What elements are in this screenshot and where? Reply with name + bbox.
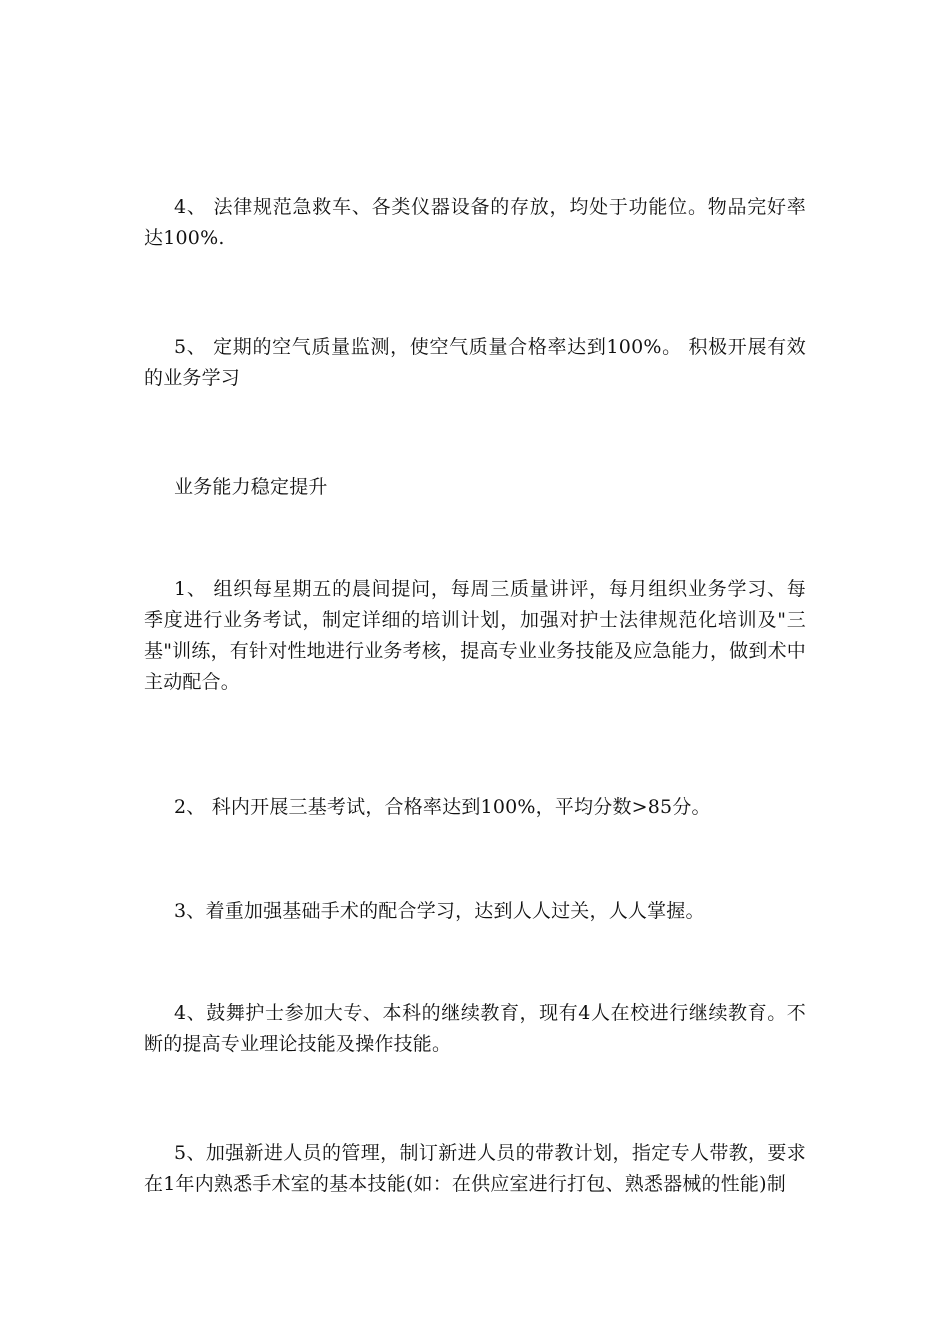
paragraph-item-1-training: 1、 组织每星期五的晨间提问，每周三质量讲评，每月组织业务学习、每季度进行业务考试，制定详细的培训计划，加强对护士法律规范化培训及"三基"训练，有针对性地进行业务考核，提高专业业务技能及应急能力，做到术中主动配合。	[144, 578, 806, 693]
paragraph-item-5-air-quality: 5、 定期的空气质量监测，使空气质量合格率达到100%。 积极开展有效的业务学习	[144, 336, 806, 389]
paragraph-item-5-new-staff: 5、加强新进人员的管理，制订新进人员的带教计划，指定专人带教，要求在1年内熟悉手术室的基本技能(如：在供应室进行打包、熟悉器械的性能)制	[144, 1142, 806, 1195]
section-heading-business-ability: 业务能力稳定提升	[174, 476, 328, 498]
paragraph-item-4-education: 4、鼓舞护士参加大专、本科的继续教育，现有4人在校进行继续教育。不断的提高专业理论技能及操作技能。	[144, 1002, 806, 1055]
paragraph-item-2-exam: 2、 科内开展三基考试，合格率达到100%，平均分数>85分。	[174, 796, 711, 818]
paragraph-item-3-surgery-practice: 3、着重加强基础手术的配合学习，达到人人过关，人人掌握。	[174, 900, 705, 922]
paragraph-item-4-equipment: 4、 法律规范急救车、各类仪器设备的存放，均处于功能位。物品完好率达100%.	[144, 196, 806, 249]
